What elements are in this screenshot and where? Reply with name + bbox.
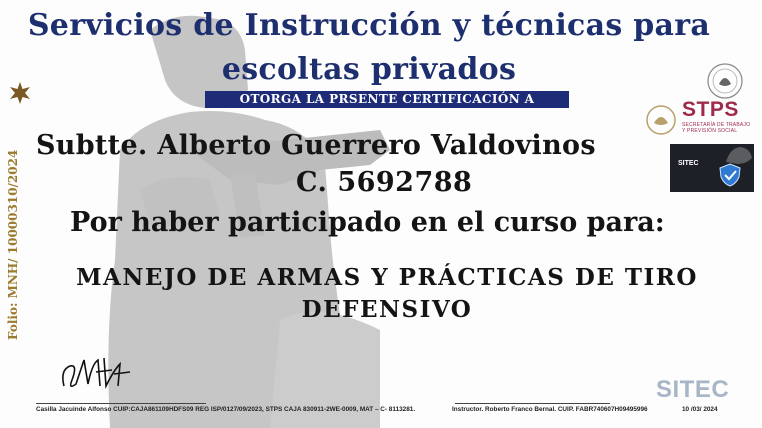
- course-name-line1: MANEJO DE ARMAS Y PRÁCTICAS DE TIRO: [76, 264, 698, 291]
- folio-number: Folio: MNH/ 10000310/2024: [6, 149, 20, 340]
- course-name-line2: DEFENSIVO: [301, 296, 473, 323]
- signature-line-left: [36, 403, 206, 404]
- issue-date: 10 /03/ 2024: [682, 406, 718, 413]
- sitec-badge-logo: [670, 144, 754, 192]
- stps-logo-text: STPS: [682, 98, 739, 121]
- signature-line-right: [455, 403, 610, 404]
- recipient-id: C. 5692788: [296, 167, 473, 198]
- lion-icon: [722, 144, 754, 166]
- certification-banner: OTORGA LA PRSENTE CERTIFICACIÓN A: [205, 91, 569, 108]
- certificate-title-line2: escoltas privados: [221, 52, 517, 87]
- signer-credentials: Casilla Jacuinde Alfonso CUIP:CAJA861109HDFS09 REG ISP/0127/09/2023, STPS CAJA 830911-2WE-0009, MAT – C- 8113281.: [36, 406, 416, 413]
- sitec-brand-mark: SITEC: [656, 376, 730, 403]
- stps-emblem-icon: [645, 104, 677, 136]
- instructor-credentials: Instructor. Roberto Franco Bernal. CUIP. FABR740607H09495996: [452, 406, 648, 413]
- signature-image: [58, 350, 136, 396]
- course-name: [36, 262, 738, 326]
- participation-text: Por haber participado en el curso para:: [70, 207, 665, 238]
- mexico-coat-of-arms-icon: [706, 62, 744, 100]
- certificate-title-line1: Servicios de Instrucción y técnicas para: [27, 8, 711, 43]
- stps-logo-subtitle: SECRETARÍA DE TRABAJO Y PREVISIÓN SOCIAL: [682, 122, 751, 134]
- star-icon: [8, 81, 32, 105]
- sitec-badge-text: SITEC: [678, 160, 699, 167]
- recipient-name: Subtte. Alberto Guerrero Valdovinos: [36, 130, 596, 161]
